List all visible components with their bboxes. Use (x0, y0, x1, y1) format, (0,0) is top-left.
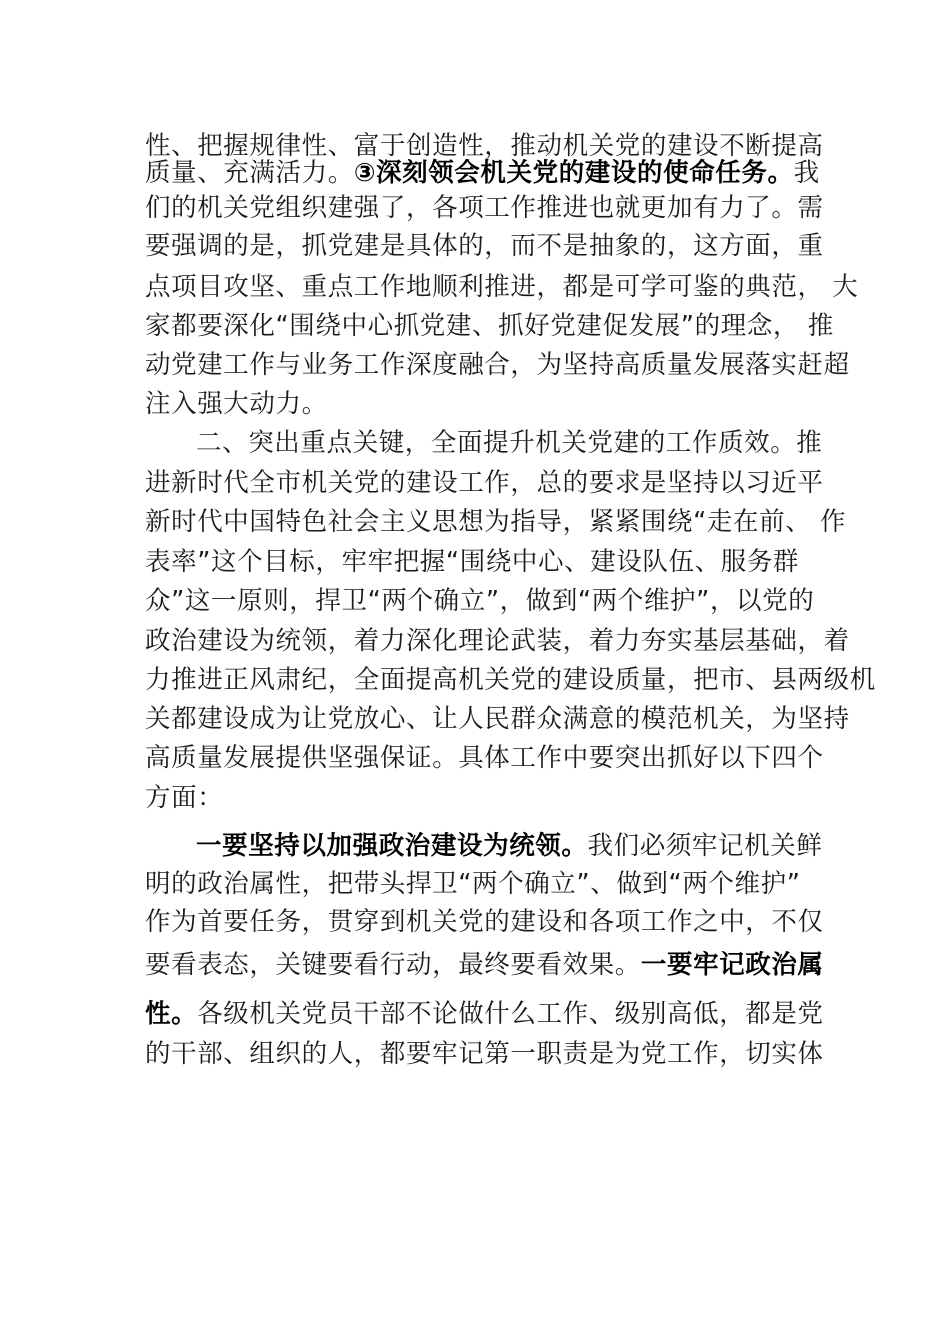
text-line-16: 关都建设成为让党放心、让人民群众满意的模范机关，为坚持 (145, 704, 850, 734)
text-line-19: 一要坚持以加强政治建设为统领。我们必须牢记机关鲜 (196, 831, 823, 861)
text-line-6: 家都要深化“围绕中心抓党建、抓好党建促发展”的理念， 推 (145, 311, 834, 341)
bold-heading-point-1: 一要坚持以加强政治建设为统领。 (196, 831, 588, 861)
text-line-1: 性、把握规律性、富于创造性，推动机关党的建设不断提高 (145, 131, 824, 161)
bold-subheading-1: 一要牢记政治属 (640, 950, 824, 980)
text-line-15: 力推进正风肃纪，全面提高机关党的建设质量，把市、县两级机 (145, 665, 876, 695)
text-line-13: 众”这一原则，捍卫“两个确立”，做到“两个维护”，以党的 (145, 586, 815, 616)
text-line-2: 质量、充满活力。③深刻领会机关党的建设的使命任务。我 (145, 158, 820, 188)
text-line-21: 作为首要任务，贯穿到机关党的建设和各项工作之中，不仅 (145, 907, 824, 937)
text-line-5: 点项目攻坚、重点工作地顺利推进，都是可学可鉴的典范， 大 (145, 272, 859, 302)
text-line-10: 进新时代全市机关党的建设工作，总的要求是坚持以习近平 (145, 468, 824, 498)
text-line-24: 的干部、组织的人，都要牢记第一职责是为党工作，切实体 (145, 1039, 824, 1069)
text-line-20: 明的政治属性，把带头捍卫“两个确立”、做到“两个维护” (145, 869, 801, 899)
text-line-3: 们的机关党组织建强了，各项工作推进也就更加有力了。需 (145, 193, 824, 223)
text-line-22: 要看表态，关键要看行动，最终要看效果。一要牢记政治属 (145, 950, 824, 980)
text-line-23: 性。各级机关党员干部不论做什么工作、级别高低，都是党 (145, 999, 824, 1029)
text-line-7: 动党建工作与业务工作深度融合，为坚持高质量发展落实赶超 (145, 350, 850, 380)
text-line-12: 表率”这个目标，牢牢把握“围绕中心、建设队伍、服务群 (145, 547, 800, 577)
text-line-11: 新时代中国特色社会主义思想为指导，紧紧围绕“走在前、 作 (145, 507, 847, 537)
text-line-18: 方面： (145, 783, 224, 813)
text-line-17: 高质量发展提供坚强保证。具体工作中要突出抓好以下四个 (145, 743, 824, 773)
bold-heading-3: ③深刻领会机关党的建设的使命任务。 (353, 158, 794, 188)
text-line-8: 注入强大动力。 (145, 389, 328, 419)
text-line-14: 政治建设为统领，着力深化理论武装，着力夯实基层基础，着 (145, 626, 850, 656)
text-line-4: 要强调的是，抓党建是具体的，而不是抽象的，这方面，重 (145, 231, 824, 261)
section-heading-2: 二、突出重点关键，全面提升机关党建的工作质效。推 (196, 428, 823, 458)
